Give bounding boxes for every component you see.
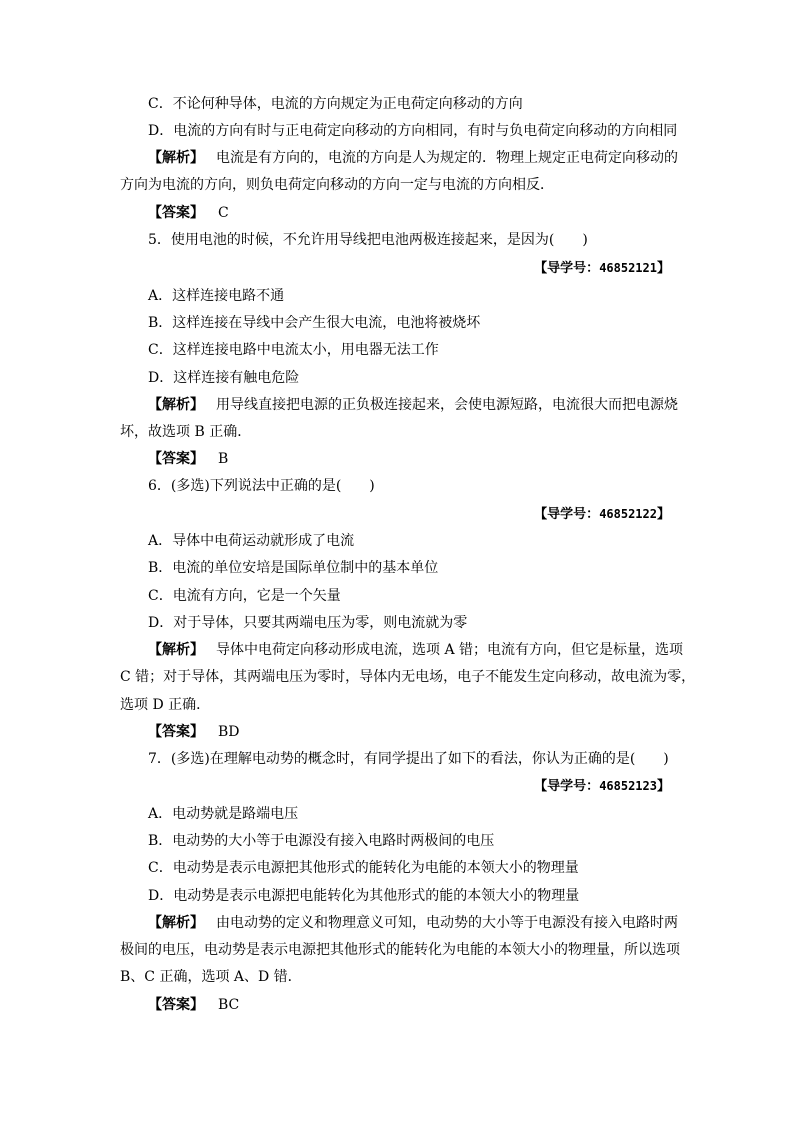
q5-option-d: D．这样连接有触电危险 <box>148 370 300 386</box>
q7-option-c: C．电动势是表示电源把其他形式的能转化为电能的本领大小的物理量 <box>148 860 579 876</box>
q7-stem: 7．(多选)在理解电动势的概念时，有同学提出了如下的看法，你认为正确的是( ) <box>148 751 669 767</box>
q5-analysis-line1 <box>148 394 708 416</box>
q7-ref-close: 】 <box>656 779 670 794</box>
q5-analysis-text1: 用导线直接把电源的正负极连接起来，会使电源短路，电流很大而把电源烧 <box>216 397 678 413</box>
q7-analysis-label: 【解析】 <box>148 915 204 931</box>
q4-answer-label: 【答案】 <box>148 205 204 221</box>
q6-analysis-line1 <box>148 639 708 661</box>
q5-answer-label: 【答案】 <box>148 451 204 467</box>
q5-ref-code: 46852121 <box>599 261 657 275</box>
q6-analysis-line3: 选项 D 正确． <box>120 697 211 713</box>
q7-answer-value: BC <box>218 997 240 1013</box>
q5-answer-line <box>148 448 708 470</box>
q5-answer-value: B <box>218 451 229 467</box>
q7-ref-code: 46852123 <box>599 779 657 793</box>
q5-option-a: A．这样连接电路不通 <box>148 288 285 304</box>
q4-analysis-line1 <box>148 147 708 169</box>
q7-analysis-line2: 极间的电压，电动势是表示电源把其他形式的能转化为电能的本领大小的物理量，所以选项 <box>120 942 680 958</box>
q6-option-c: C．电流有方向，它是一个矢量 <box>148 588 341 604</box>
q6-ref-label: 【导学号： <box>534 507 600 522</box>
q5-option-b: B．这样连接在导线中会产生很大电流，电池将被烧坏 <box>148 315 481 331</box>
q6-option-a: A．导体中电荷运动就形成了电流 <box>148 533 355 549</box>
q6-ref-code: 46852122 <box>599 507 657 521</box>
q6-stem: 6．(多选)下列说法中正确的是( ) <box>148 478 375 494</box>
q5-option-c: C．这样连接电路中电流太小，用电器无法工作 <box>148 342 439 358</box>
q7-option-d: D．电动势是表示电源把电能转化为其他形式的能的本领大小的物理量 <box>148 888 580 904</box>
q7-analysis-text1: 由电动势的定义和物理意义可知，电动势的大小等于电源没有接入电路时两 <box>216 915 678 931</box>
q4-analysis-text1: 电流是有方向的，电流的方向是人为规定的．物理上规定正电荷定向移动的 <box>216 150 678 166</box>
q6-answer-label: 【答案】 <box>148 724 204 740</box>
q5-ref-close: 】 <box>656 261 670 276</box>
q7-answer-line <box>148 994 708 1016</box>
q7-ref-number <box>534 775 670 797</box>
q7-analysis-line3: B、C 正确，选项 A、D 错． <box>120 969 302 985</box>
q5-ref-number <box>534 257 670 279</box>
q6-option-b: B．电流的单位安培是国际单位制中的基本单位 <box>148 560 439 576</box>
q4-option-c: C．不论何种导体，电流的方向规定为正电荷定向移动的方向 <box>148 96 523 112</box>
q6-answer-value: BD <box>218 724 240 740</box>
q5-stem: 5．使用电池的时候，不允许用导线把电池两极连接起来，是因为( ) <box>148 232 588 248</box>
q6-analysis-line2: C 错；对于导体，其两端电压为零时，导体内无电场，电子不能发生定向移动，故电流为零， <box>120 669 696 685</box>
q5-analysis-line2: 坏，故选项 B 正确． <box>120 424 252 440</box>
q4-analysis-line2: 方向为电流的方向，则负电荷定向移动的方向一定与电流的方向相反． <box>120 177 554 193</box>
q4-answer-line <box>148 202 708 224</box>
q7-answer-label: 【答案】 <box>148 997 204 1013</box>
q6-analysis-label: 【解析】 <box>148 642 204 658</box>
q4-analysis-label: 【解析】 <box>148 150 204 166</box>
q6-answer-line <box>148 721 708 743</box>
q4-option-d: D．电流的方向有时与正电荷定向移动的方向相同，有时与负电荷定向移动的方向相同 <box>148 123 678 139</box>
q7-ref-label: 【导学号： <box>534 779 600 794</box>
q5-analysis-label: 【解析】 <box>148 397 204 413</box>
q7-option-b: B．电动势的大小等于电源没有接入电路时两极间的电压 <box>148 833 495 849</box>
q7-option-a: A．电动势就是路端电压 <box>148 806 299 822</box>
q6-option-d: D．对于导体，只要其两端电压为零，则电流就为零 <box>148 615 468 631</box>
q6-ref-close: 】 <box>656 507 670 522</box>
q6-analysis-text1: 导体中电荷定向移动形成电流，选项 A 错；电流有方向，但它是标量，选项 <box>216 642 684 658</box>
q7-analysis-line1 <box>148 912 708 934</box>
q6-ref-number <box>534 503 670 525</box>
q5-ref-label: 【导学号： <box>534 261 600 276</box>
q4-answer-value: C <box>218 205 229 221</box>
